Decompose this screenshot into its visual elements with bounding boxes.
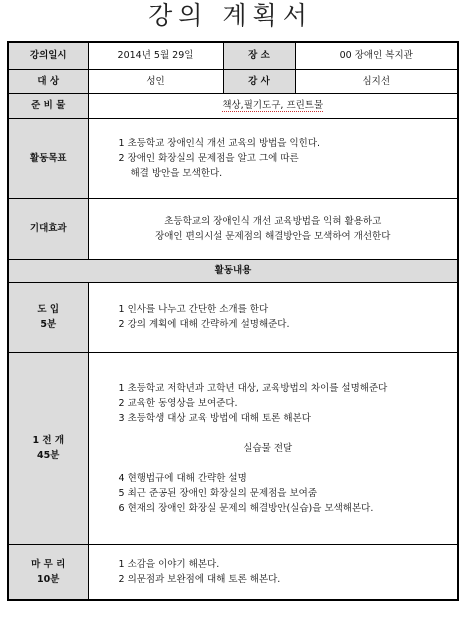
row-effect — [8, 198, 458, 259]
goal-label: 활동목표 — [8, 118, 88, 198]
close-line: 2 의문점과 보완점에 대해 토론 해본다. — [118, 573, 281, 585]
goal-line: 2 장애인 화장실의 문제점을 알고 그에 따른 — [118, 152, 299, 164]
intro-label-cell — [8, 282, 88, 352]
effect-label: 기대효과 — [8, 198, 88, 259]
prep-label: 준 비 물 — [8, 93, 88, 118]
dev-line: 5 최근 준공된 장애인 화장실의 문제점을 보여줌 — [118, 487, 318, 499]
intro-label: 도 입 — [37, 304, 60, 315]
intro-time: 5분 — [40, 319, 57, 330]
dev-label: 1 전 개 — [32, 435, 65, 446]
activity-header: 활동내용 — [8, 259, 458, 282]
row-activity-header — [8, 259, 458, 282]
lecturer-label: 강 사 — [223, 69, 295, 93]
target-value: 성인 — [88, 69, 223, 93]
effect-line: 초등학교의 장애인식 개선 교육방법을 익혀 활용하고 — [164, 215, 382, 227]
place-label: 장 소 — [223, 42, 295, 69]
lecture-plan-table — [7, 41, 459, 601]
dev-time: 45분 — [37, 450, 60, 461]
row-prep — [8, 93, 458, 118]
goal-line: 해결 방안을 모색한다. — [130, 167, 223, 179]
close-time: 10분 — [37, 573, 60, 585]
goal-line: 1 초등학교 장애인식 개선 교육의 방법을 익힌다. — [118, 137, 321, 149]
place-value: 00 장애인 복지관 — [295, 42, 458, 69]
intro-line: 1 인사를 나누고 간단한 소개를 한다 — [118, 304, 269, 315]
row-development — [8, 352, 458, 544]
row-closing — [8, 544, 458, 600]
row-target-lecturer — [8, 69, 458, 93]
date-value: 2014년 5월 29일 — [88, 42, 223, 69]
dev-label-cell — [8, 352, 88, 544]
date-label: 강의일시 — [8, 42, 88, 69]
close-line: 1 소감을 이야기 해본다. — [118, 558, 220, 570]
dev-line: 1 초등학교 저학년과 고학년 대상, 교육방법의 차이를 설명해준다 — [118, 382, 388, 394]
dev-mid-line: 실습물 전달 — [243, 442, 293, 454]
row-intro — [8, 282, 458, 352]
goal-content — [88, 118, 458, 198]
effect-line: 장애인 편의시설 문제점의 해결방안을 모색하여 개선한다 — [155, 230, 391, 242]
document-title: 강의 계획서 — [148, 1, 313, 30]
dev-line: 4 현행법규에 대해 간략한 설명 — [118, 472, 247, 484]
lecturer-value: 심지선 — [295, 69, 458, 93]
effect-content — [88, 198, 458, 259]
dev-line: 2 교육한 동영상을 보여준다. — [118, 397, 238, 409]
target-label: 대 상 — [8, 69, 88, 93]
row-goal — [8, 118, 458, 198]
prep-value-text: 책상,필기도구, 프린트물 — [222, 100, 324, 111]
intro-content — [88, 282, 458, 352]
prep-value — [88, 93, 458, 118]
close-label: 마 무 리 — [31, 558, 66, 570]
dev-line: 6 현재의 장애인 화장실 문제의 해결방안(실습)을 모색해본다. — [118, 502, 374, 514]
dev-content — [88, 352, 458, 544]
row-date-place — [8, 42, 458, 69]
close-label-cell — [8, 544, 88, 600]
intro-line: 2 강의 계획에 대해 간략하게 설명해준다. — [118, 319, 290, 330]
dev-line: 3 초등학생 대상 교육 방법에 대해 토론 해본다 — [118, 412, 311, 424]
close-content — [88, 544, 458, 600]
